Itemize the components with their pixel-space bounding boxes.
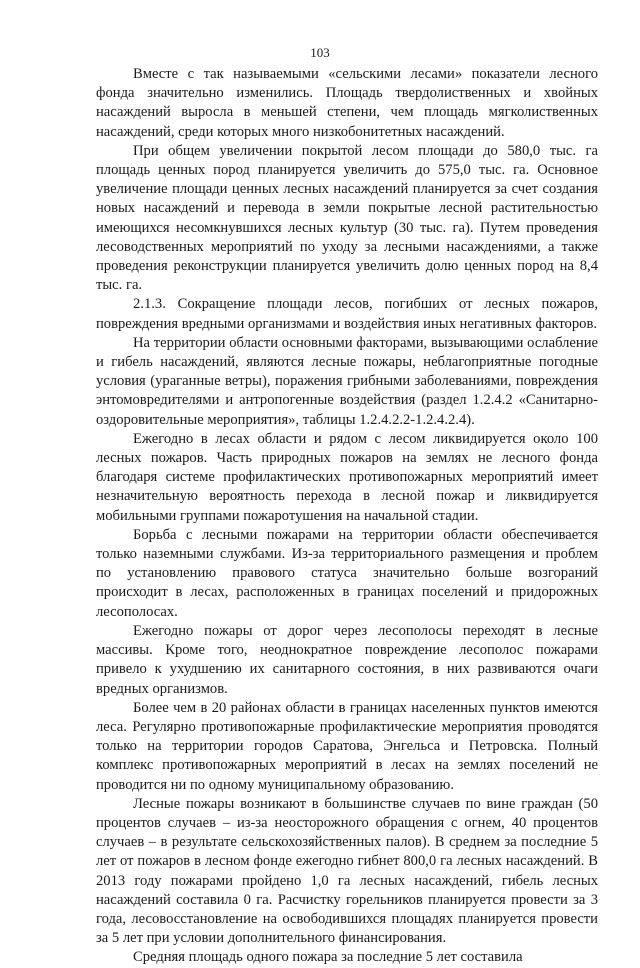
document-body [96,65,598,968]
section-heading-2-1-3: 2.1.3. Сокращение площади лесов, погибших от лесных пожаров, повреждения вредными организмами и воздействия иных негативных факторов. [96,296,598,332]
paragraph-weakening-factors: На территории области основными факторами, вызывающими ослабление и гибель насаждений, являются лесные пожары, неблагоприятные погодные условия (ураганные ветры), поражения грибными заболеваниями, повреждения энтомовредителями и антропогенные воздействия (раздел 1.2.4.2 «Санитарно-оздоровительные мероприятия», таблицы 1.2.4.2.2-1.2.4.2.4). [96,334,598,428]
paragraph-average-fire-area: Средняя площадь одного пожара за последние 5 лет составила [133,949,523,966]
paragraph-fire-causes: Лесные пожары возникают в большинстве случаев по вине граждан (50 процентов случаев – из-за неосторожного обращения с огнем, 40 процентов случаев – в результате сельскохозяйственных палов). В среднем за последние 5 лет от пожаров в лесном фонде ежегодно гибнет 800,0 га лесных насаждений. В 2013 году пожарами пройдено 1,0 га лесных насаждений, гибель лесных насаждений составила 0 га. Расчистку горельников планируется провести за 3 года, лесовосстановление на освободившихся площадях планируется провести за 5 лет при условии дополнительного финансирования. [96,795,598,947]
paragraph-rural-forests: Вместе с так называемыми «сельскими лесами» показатели лесного фонда значительно изменились. Площадь твердолиственных и хвойных насаждений выросла в меньшей степени, чем площадь мягколиственных насаждений, среди которых много низкобонитетных насаждений. [96,66,598,140]
page-number: 103 [310,45,330,60]
paragraph-annual-fires: Ежегодно в лесах области и рядом с лесом ликвидируется около 100 лесных пожаров. Часть природных пожаров на землях не лесного фонда благодаря системе профилактических противопожарных мероприятий имеет незначительную вероятность перехода в лесной пожар и ликвидируется мобильными группами пожаротушения на начальной стадии. [96,430,598,524]
paragraph-roadside-fires: Ежегодно пожары от дорог через лесополосы переходят в лесные массивы. Кроме того, неоднократное повреждение лесополос пожарами привело к ухудшению их санитарного состояния, в них развиваются очаги вредных организмов. [96,622,598,697]
paragraph-settlement-forests: Более чем в 20 районах области в границах населенных пунктов имеются леса. Регулярно противопожарные профилактические мероприятия проводятся только на территории городов Саратова, Энгельса и Петровска. Полный комплекс противопожарных мероприятий в лесах на землях поселений не проводится ни по одному муниципальному образованию. [96,699,598,793]
paragraph-firefighting-services: Борьба с лесными пожарами на территории области обеспечивается только наземными службами. Из-за территориального размещения и проблем по установлению правового статуса значительно больше возгораний происходит в лесах, расположенных в границах поселений и придорожных лесополосах. [96,526,598,620]
paragraph-valuable-species-area: При общем увеличении покрытой лесом площади до 580,0 тыс. га площадь ценных пород планируется увеличить до 575,0 тыс. га. Основное увеличение площади ценных лесных насаждений планируется за счет создания новых насаждений и перевода в земли покрытые лесной растительностью имеющихся несомкнувшихся лесных культур (30 тыс. га). Путем проведения лесоводственных мероприятий по уходу за лесными насаждениями, а также проведения реконструкции планируется увеличить долю ценных пород на 8,4 тыс. га. [96,142,598,294]
